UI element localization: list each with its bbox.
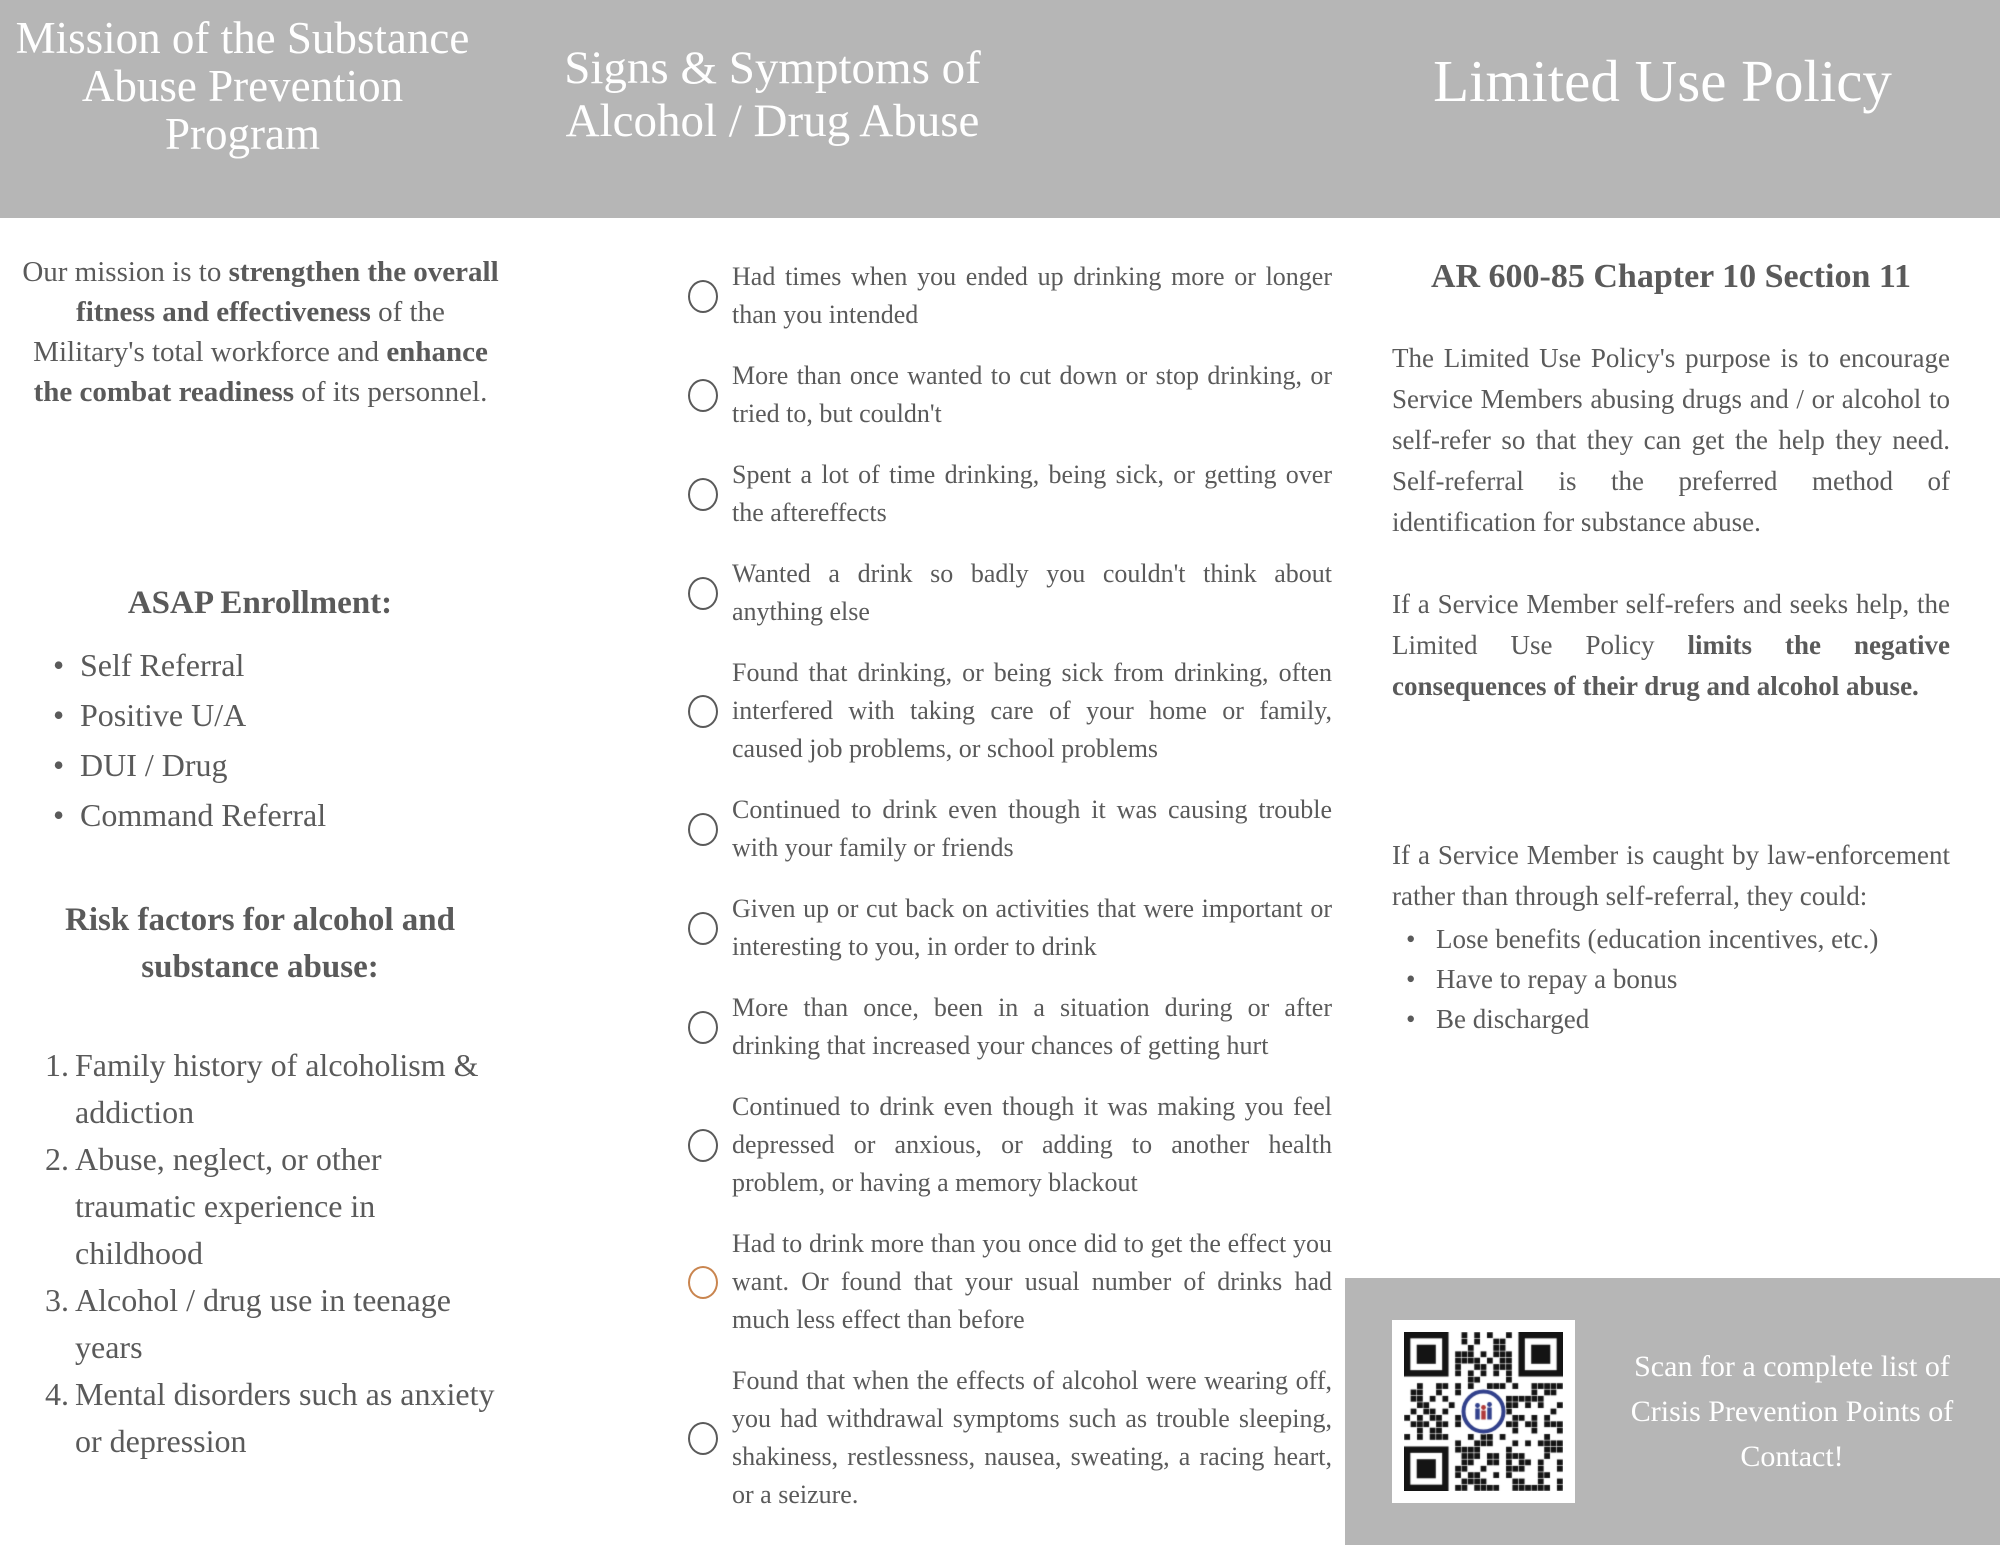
qr-code (1392, 1320, 1575, 1503)
symptom-item (688, 791, 1332, 867)
symptom-text: Spent a lot of time drinking, being sick, or getting over the aftereffects (732, 460, 1332, 527)
list-item: • Positive U/A (25, 690, 495, 740)
qr-section (1345, 1278, 2000, 1545)
risk-factors-heading: Risk factors for alcohol and substance abuse: (65, 902, 455, 985)
symptom-item (688, 654, 1332, 768)
list-item: • DUI / Drug (25, 740, 495, 790)
mission-bold-1: strengthen the overall fitness and effectiveness (76, 256, 499, 328)
symptom-item (688, 357, 1332, 433)
checkbox-circle-icon[interactable] (688, 577, 718, 610)
symptom-text: Had times when you ended up drinking more or longer than you intended (732, 262, 1332, 329)
symptom-text: More than once wanted to cut down or stop drinking, or tried to, but couldn't (732, 361, 1332, 428)
mission-text: of its personnel. (294, 376, 488, 408)
checkbox-circle-icon[interactable] (688, 1266, 718, 1299)
checkbox-circle-icon[interactable] (688, 379, 718, 412)
mission-title: Mission of the Substance Abuse Prevention Program (15, 13, 470, 159)
symptom-item (688, 890, 1332, 966)
symptoms-checklist (688, 258, 1332, 1537)
policy-panel (1392, 258, 1950, 748)
qr-code-image (1404, 1332, 1563, 1491)
symptom-text: Continued to drink even though it was making you feel depressed or anxious, or adding to another health problem, or having a memory blackout (732, 1092, 1332, 1197)
checkbox-circle-icon[interactable] (688, 1422, 718, 1455)
list-item: • Self Referral (25, 640, 495, 690)
limited-use-title: Limited Use Policy (1433, 48, 1892, 114)
checkbox-circle-icon[interactable] (688, 912, 718, 945)
list-item: • Command Referral (25, 790, 495, 840)
mission-bold-2: enhance the combat readiness (33, 336, 488, 408)
mission-text: Our mission is to (22, 256, 229, 288)
symptom-item (688, 555, 1332, 631)
symptom-item (688, 989, 1332, 1065)
symptom-item (688, 258, 1332, 334)
risk-factors-list (25, 1042, 503, 1465)
checkbox-circle-icon[interactable] (688, 813, 718, 846)
checkbox-circle-icon[interactable] (688, 1129, 718, 1162)
symptom-text: Found that when the effects of alcohol were wearing off, you had withdrawal symptoms such as trouble sleeping, shakiness, restlessness, nausea, sweating, a racing heart, or a seizure. (732, 1366, 1332, 1509)
list-item: Abuse, neglect, or other traumatic experience in childhood (75, 1141, 382, 1271)
signs-title: Signs & Symptoms of Alcohol / Drug Abuse (564, 42, 981, 147)
symptom-item (688, 456, 1332, 532)
symptom-item (688, 1362, 1332, 1514)
qr-caption: Scan for a complete list of Crisis Prevention Points of Contact! (1630, 1350, 1954, 1473)
policy-paragraph-1: The Limited Use Policy's purpose is to encourage Service Members abusing drugs and / or alcohol to self-refer so that they can get the help they need. Self-referral is the preferred method of identification for substance abuse. (1392, 343, 1950, 537)
checkbox-circle-icon[interactable] (688, 695, 718, 728)
policy-text: If a Service Member self-refers and seeks help, the Limited Use Policy (1392, 589, 1950, 660)
symptom-text: Found that drinking, or being sick from drinking, often interfered with taking care of your home or family, caused job problems, or school problems (732, 658, 1332, 763)
asap-enrollment-list (25, 640, 495, 840)
consequences-list (1392, 919, 1950, 1039)
symptom-text: Had to drink more than you once did to get the effect you want. Or found that your usual number of drinks had much less effect than before (732, 1229, 1332, 1334)
policy-paragraph-3: If a Service Member is caught by law-enforcement rather than through self-referral, they could: (1392, 840, 1950, 911)
list-item: • Be discharged (1392, 999, 1950, 1039)
asap-enrollment-heading: ASAP Enrollment: (127, 585, 393, 621)
checkbox-circle-icon[interactable] (688, 1011, 718, 1044)
checkbox-circle-icon[interactable] (688, 280, 718, 313)
checkbox-circle-icon[interactable] (688, 478, 718, 511)
list-item: Family history of alcoholism & addiction (75, 1047, 479, 1130)
mission-paragraph (18, 252, 503, 412)
symptom-text: More than once, been in a situation during or after drinking that increased your chances of getting hurt (732, 993, 1332, 1060)
list-item: • Lose benefits (education incentives, etc.) (1392, 919, 1950, 959)
list-item: Mental disorders such as anxiety or depression (75, 1376, 495, 1459)
symptom-text: Continued to drink even though it was causing trouble with your family or friends (732, 795, 1332, 862)
policy-bold: limits the negative consequences of their drug and alcohol abuse. (1392, 630, 1950, 701)
symptom-item (688, 1225, 1332, 1339)
policy-paragraph-2 (1392, 584, 1950, 707)
mission-text: of the Military's total workforce and (33, 296, 445, 368)
list-item: Alcohol / drug use in teenage years (75, 1282, 451, 1365)
list-item: • Have to repay a bonus (1392, 959, 1950, 999)
symptom-text: Given up or cut back on activities that were important or interesting to you, in order to drink (732, 894, 1332, 961)
symptom-item (688, 1088, 1332, 1202)
symptom-text: Wanted a drink so badly you couldn't think about anything else (732, 559, 1332, 626)
regulation-heading: AR 600-85 Chapter 10 Section 11 (1430, 258, 1912, 295)
law-enforcement-block (1392, 835, 1950, 1039)
